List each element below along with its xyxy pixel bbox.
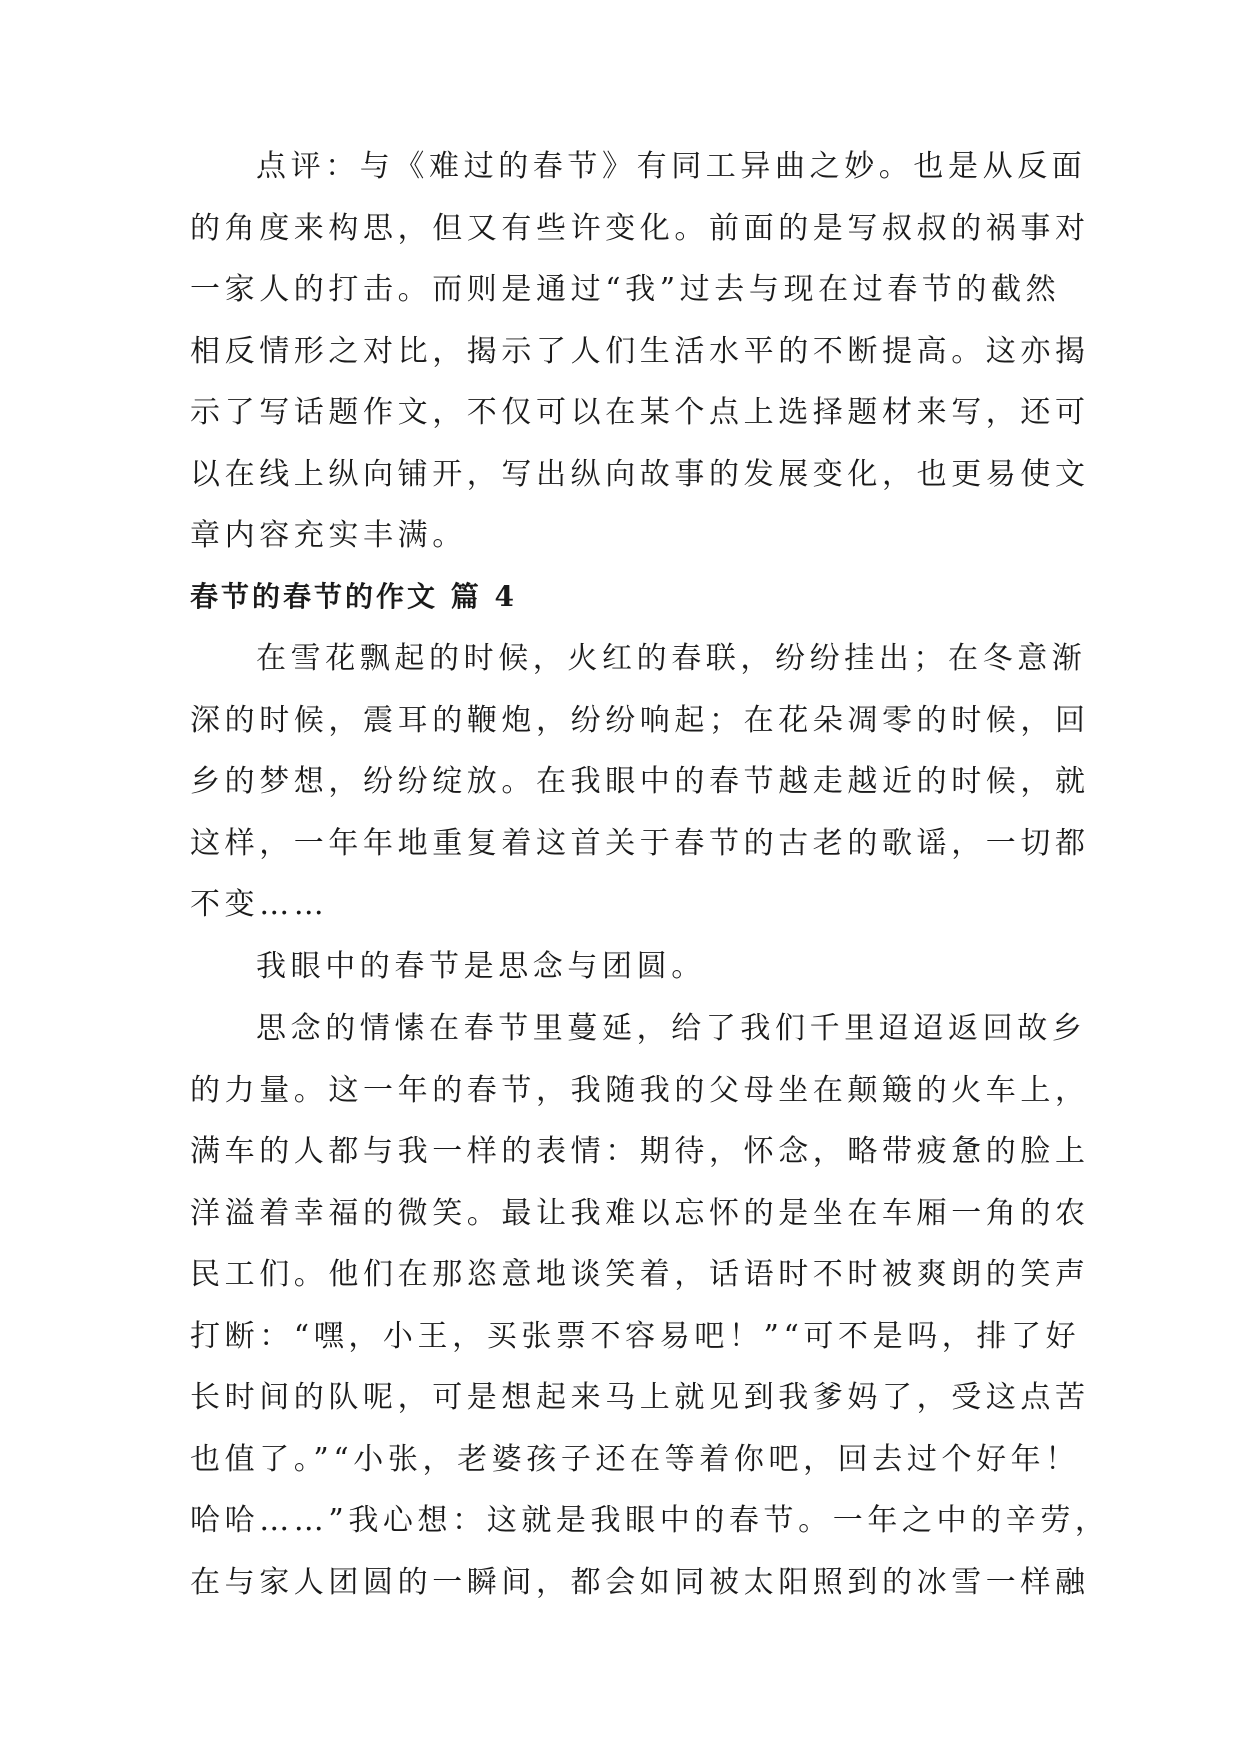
- paragraph-line: 深的时候，震耳的鞭炮，纷纷响起；在花朵凋零的时候，回: [190, 702, 1090, 738]
- review-line: 章内容充实丰满。: [190, 518, 467, 553]
- paragraph-line: 满车的人都与我一样的表情：期待，怀念，略带疲惫的脸上: [190, 1134, 1090, 1169]
- paragraph-line: 也值了。”“小张，老婆孩子还在等着你吧，回去过个好年！: [190, 1441, 1080, 1477]
- review-line: 的角度来构思，但又有些许变化。前面的是写叔叔的祸事对: [190, 210, 1090, 246]
- paragraph-3: [190, 998, 1110, 1613]
- section-heading-block: [190, 566, 1050, 628]
- paragraph-line: 这样，一年年地重复着这首关于春节的古老的歌谣，一切都: [190, 825, 1090, 861]
- section-heading: 春节的春节的作文 篇 4: [190, 580, 517, 613]
- paragraph-line: 洋溢着幸福的微笑。最让我难以忘怀的是坐在车厢一角的农: [190, 1195, 1090, 1231]
- paragraph-line: 打断：“嘿，小王，买张票不容易吧！”“可不是吗，排了好: [190, 1318, 1081, 1354]
- paragraph-1: [190, 628, 1090, 936]
- review-line: 点评：与《难过的春节》有同工异曲之妙。也是从反面: [256, 149, 1087, 184]
- paragraph-line: 的力量。这一年的春节，我随我的父母坐在颠簸的火车上，: [190, 1072, 1090, 1108]
- paragraph-line: 民工们。他们在那恣意地谈笑着，话语时不时被爽朗的笑声: [190, 1257, 1090, 1292]
- review-text: [190, 136, 1090, 567]
- paragraph-3-text: [190, 998, 1110, 1613]
- review-line: 示了写话题作文，不仅可以在某个点上选择题材来写，还可: [190, 395, 1090, 430]
- paragraph-line: 我眼中的春节是思念与团圆。: [256, 949, 706, 984]
- paragraph-line: 思念的情愫在春节里蔓延，给了我们千里迢迢返回故乡: [256, 1011, 1087, 1046]
- review-line: 一家人的打击。而则是通过“我”过去与现在过春节的截然: [190, 272, 1061, 307]
- review-line: 相反情形之对比，揭示了人们生活水平的不断提高。这亦揭: [190, 333, 1090, 369]
- review-line: 以在线上纵向铺开，写出纵向故事的发展变化，也更易使文: [190, 456, 1090, 492]
- paragraph-line: 乡的梦想，纷纷绽放。在我眼中的春节越走越近的时候，就: [190, 764, 1090, 799]
- paragraph-2-text: [190, 936, 1050, 998]
- paragraph-line: 在与家人团圆的一瞬间，都会如同被太阳照到的冰雪一样融: [190, 1564, 1090, 1600]
- paragraph-line: 不变……: [190, 887, 329, 922]
- paragraph-line: 哈哈……”我心想：这就是我眼中的春节。一年之中的辛劳，: [190, 1503, 1110, 1538]
- paragraph-line: 在雪花飘起的时候，火红的春联，纷纷挂出；在冬意渐: [256, 641, 1087, 676]
- review-paragraph: [190, 136, 1090, 567]
- paragraph-line: 长时间的队呢，可是想起来马上就见到我爹妈了，受这点苦: [190, 1380, 1090, 1415]
- paragraph-2: [190, 936, 1050, 998]
- paragraph-1-text: [190, 628, 1090, 936]
